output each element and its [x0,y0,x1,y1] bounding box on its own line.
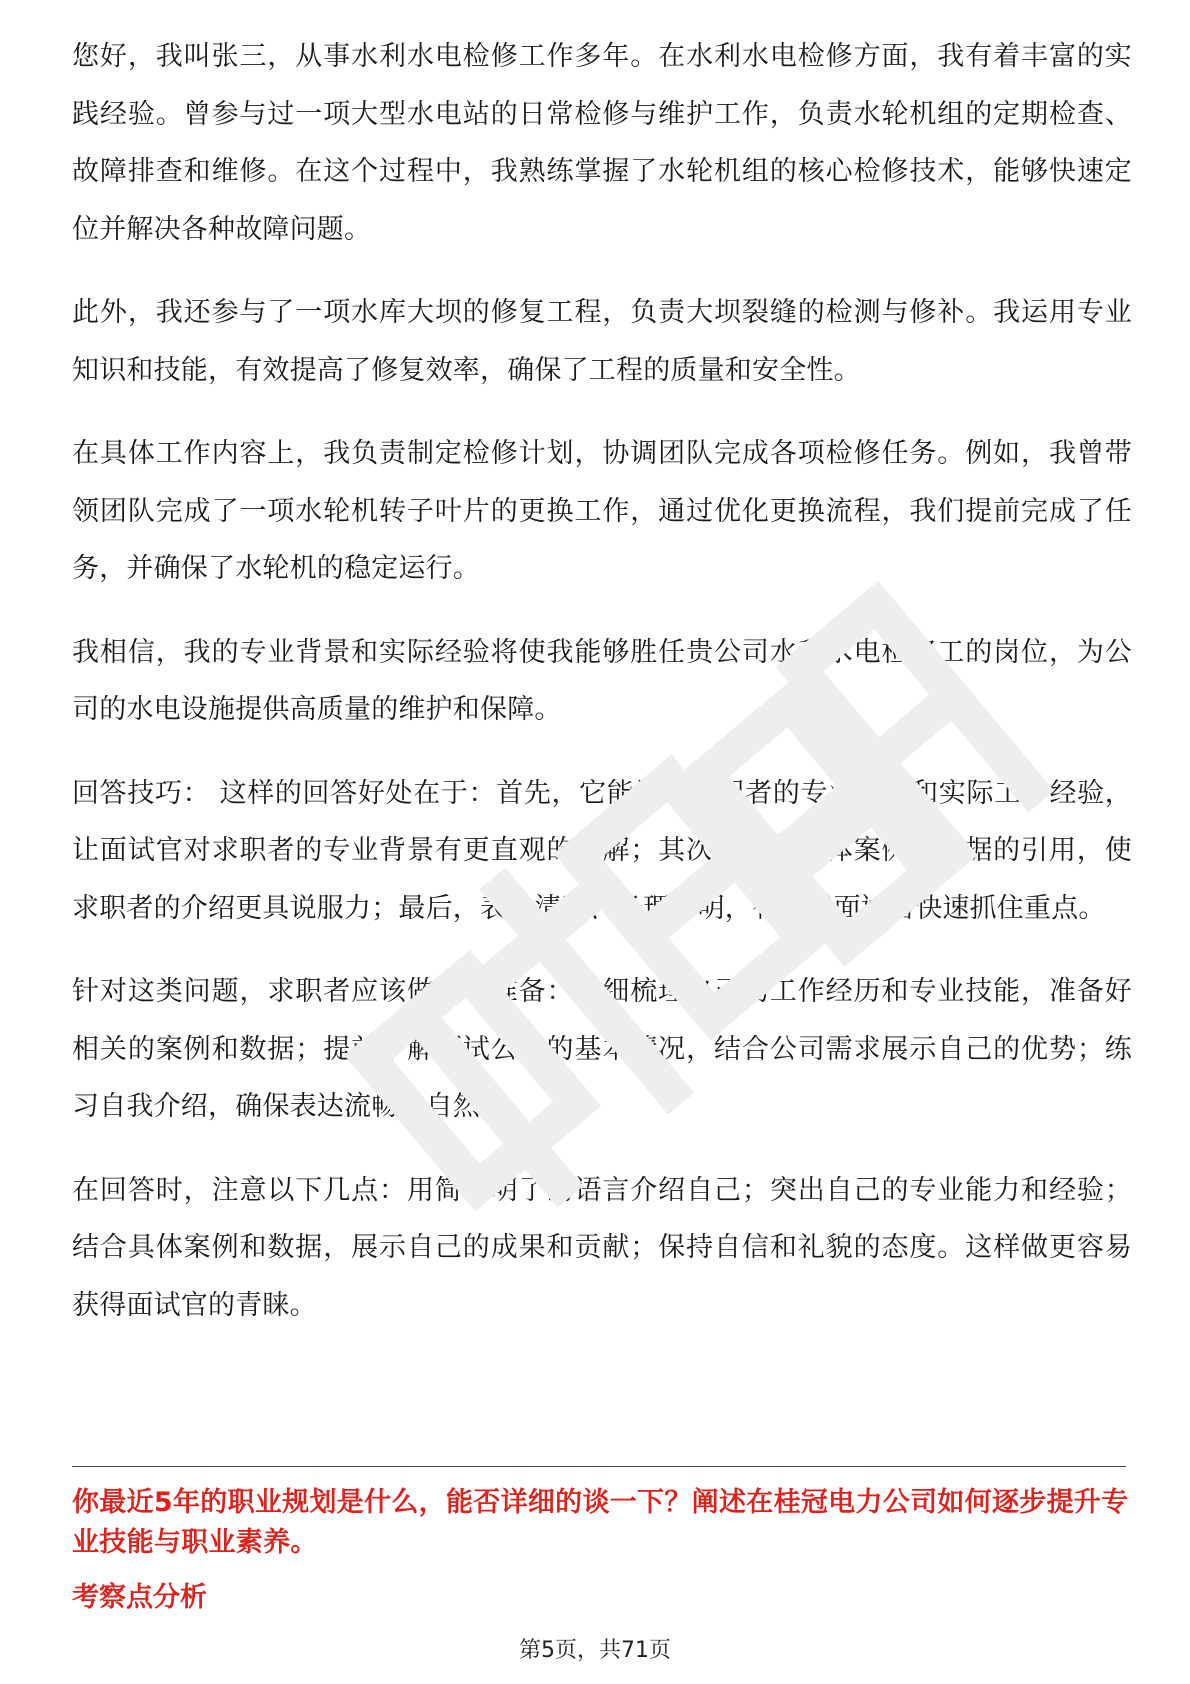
paragraph-intro: 您好，我叫张三，从事水利水电检修工作多年。在水利水电检修方面，我有着丰富的实践经验。曾参与过一项大型水电站的日常检修与维护工作，负责水轮机组的定期检查、故障排查和维修。在这个过程中，我熟练掌握了水轮机组的核心检修技术，能够快速定位并解决各种故障问题。 [72,41,1132,245]
paragraph-answer-tips: 回答技巧： 这样的回答好处在于：首先，它能展示求职者的专业能力和实际工作经验，让面试官对求职者的专业背景有更直观的了解；其次，通过具体案例和数据的引用，使求职者的介绍更具说服力；最后，表达清晰、条理分明，有助于面试官快速抓住重点。 [72,777,1132,924]
page-number-footer: 第5页，共71页 [519,1638,671,1663]
paragraph-dam-repair: 此外，我还参与了一项水库大坝的修复工程，负责大坝裂缝的检测与修补。我运用专业知识和技能，有效提高了修复效率，确保了工程的质量和安全性。 [72,297,1132,386]
paragraph-preparation: 针对这类问题，求职者应该做以下准备：详细梳理自己的工作经历和专业技能，准备好相关的案例和数据；提前了解面试公司的基本情况，结合公司需求展示自己的优势；练习自我介绍，确保表达流畅、自然。 [72,976,1132,1122]
document-body [72,28,1132,1360]
paragraph-notes: 在回答时，注意以下几点：用简洁明了的语言介绍自己；突出自己的专业能力和经验；结合具体案例和数据，展示自己的成果和贡献；保持自信和礼貌的态度。这样做更容易获得面试官的青睐。 [72,1174,1132,1321]
section-heading: 考察点分析 [72,1582,207,1613]
paragraph-conclusion: 我相信，我的专业背景和实际经验将使我能够胜任贵公司水利水电检修工的岗位，为公司的水电设施提供高质量的维护和保障。 [72,636,1132,725]
paragraph-work-content: 在具体工作内容上，我负责制定检修计划，协调团队完成各项检修任务。例如，我曾带领团队完成了一项水轮机转子叶片的更换工作，通过优化更换流程，我们提前完成了任务，并确保了水轮机的稳定运行。 [72,438,1132,584]
interview-question: 你最近5年的职业规划是什么，能否详细的谈一下？阐述在桂冠电力公司如何逐步提升专业技能与职业素养。 [72,1487,1129,1558]
section-divider [72,1466,1126,1467]
